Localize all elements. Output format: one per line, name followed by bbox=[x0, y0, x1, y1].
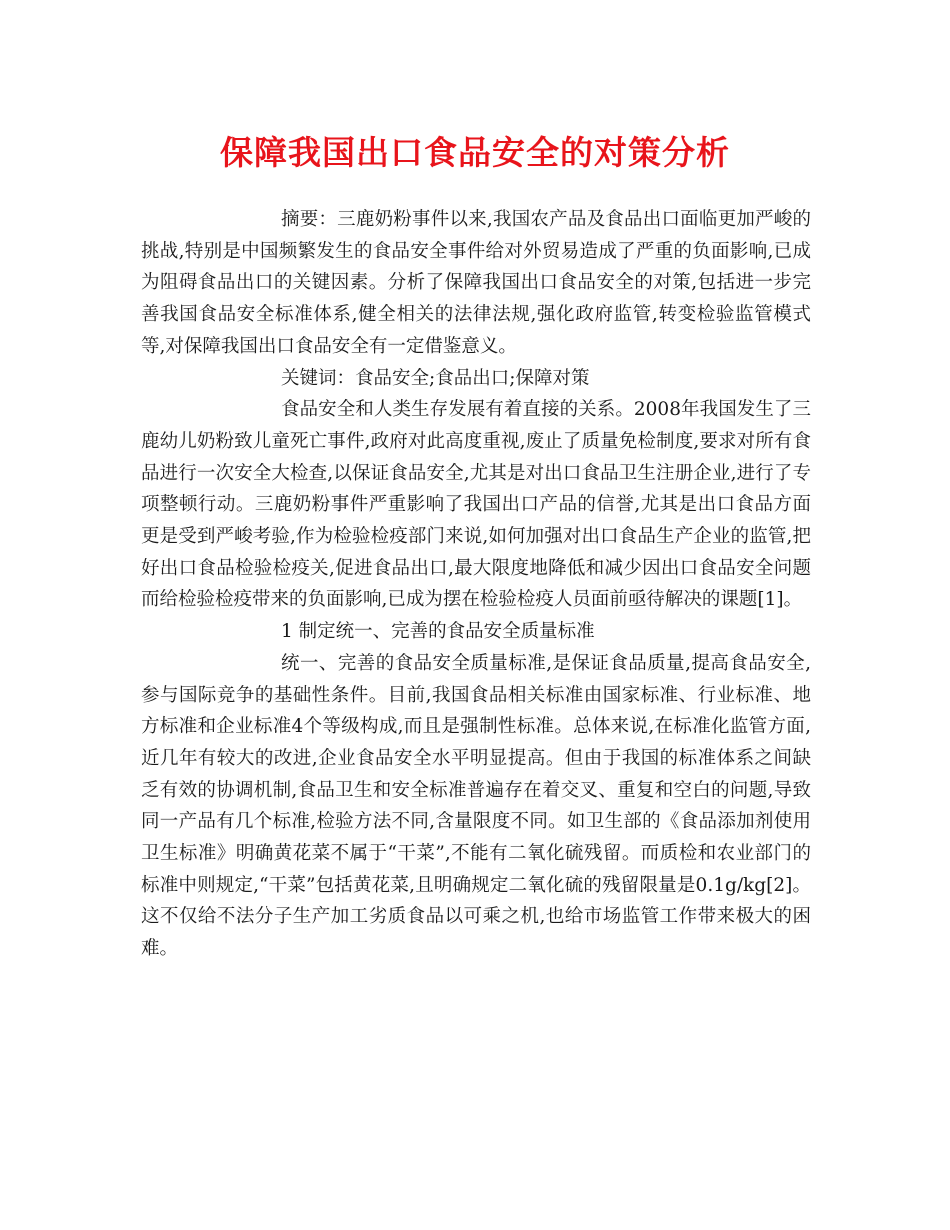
section-paragraph: 统一、完善的食品安全质量标准,是保证食品质量,提高食品安全,参与国际竞争的基础性条件。目前,我国食品相关标准由国家标准、行业标准、地方标准和企业标准4个等级构成,而且是强制性标准。总体来说,在标准化监管方面,近几年有较大的改进,企业食品安全水平明显提高。但由于我国的标准体系之间缺乏有效的协调机制,食品卫生和安全标准普遍存在着交叉、重复和空白的问题,导致同一产品有几个标准,检验方法不同,含量限度不同。如卫生部的《食品添加剂使用卫生标准》明确黄花菜不属于“干菜”,不能有二氧化硫残留。而质检和农业部门的标准中则规定,“干菜”包括黄花菜,且明确规定二氧化硫的残留限量是0.1g/kg[2]。这不仅给不法分子生产加工劣质食品以可乘之机,也给市场监管工作带来极大的困难。 bbox=[141, 652, 811, 960]
keywords-line: 关键词：食品安全;食品出口;保障对策 bbox=[281, 367, 590, 389]
section-heading: 1 制定统一、完善的食品安全质量标准 bbox=[281, 621, 595, 643]
page-title: 保障我国出口食品安全的对策分析 bbox=[220, 133, 730, 172]
intro-paragraph: 食品安全和人类生存发展有着直接的关系。2008年我国发生了三鹿幼儿奶粉致儿童死亡事件,政府对此高度重视,废止了质量免检制度,要求对所有食品进行一次安全大检查,以保证食品安全,尤其是对出口食品卫生注册企业,进行了专项整顿行动。三鹿奶粉事件严重影响了我国出口产品的信誉,尤其是出口食品方面更是受到严峻考验,作为检验检疫部门来说,如何加强对出口食品生产企业的监管,把好出口食品检验检疫关,促进食品出口,最大限度地降低和减少因出口食品安全问题而给检验检疫带来的负面影响,已成为摆在检验检疫人员面前亟待解决的课题[1]。 bbox=[141, 399, 811, 611]
document-body bbox=[141, 204, 811, 965]
abstract-paragraph: 摘要：三鹿奶粉事件以来,我国农产品及食品出口面临更加严峻的挑战,特别是中国频繁发生的食品安全事件给对外贸易造成了严重的负面影响,已成为阻碍食品出口的关键因素。分析了保障我国出口食品安全的对策,包括进一步完善我国食品安全标准体系,健全相关的法律法规,强化政府监管,转变检验监管模式等,对保障我国出口食品安全有一定借鉴意义。 bbox=[141, 209, 811, 357]
